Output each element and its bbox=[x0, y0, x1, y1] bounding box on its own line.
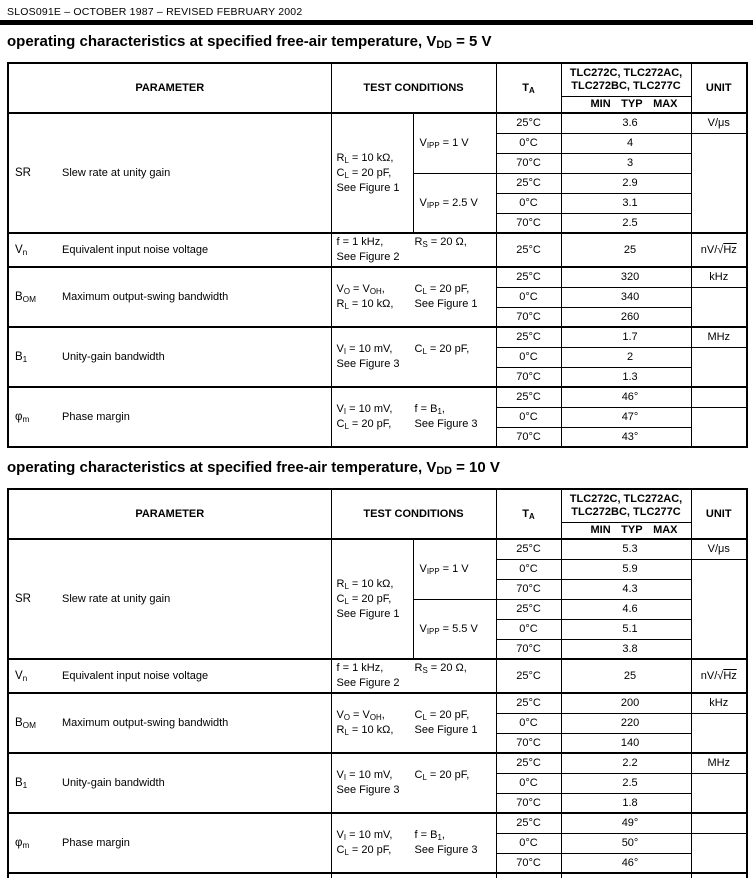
typ-value-cell: 260 bbox=[561, 307, 691, 327]
col-header-parameter: PARAMETER bbox=[8, 63, 331, 113]
parameter-content bbox=[9, 167, 331, 179]
parameter-symbol: $B_{OM}$ bbox=[15, 291, 36, 304]
parameter-name: Maximum output-swing bandwidth bbox=[62, 717, 229, 729]
parameter-cell bbox=[8, 659, 331, 693]
temperature-cell: 0°C bbox=[496, 133, 561, 153]
test-conditions-cell bbox=[331, 753, 496, 813]
temperature-cell: 25°C bbox=[496, 599, 561, 619]
unit-cell bbox=[691, 813, 747, 833]
typ-value-cell: 3.8 bbox=[561, 639, 691, 659]
parameter-symbol: SR bbox=[15, 167, 31, 179]
vipp-condition-cell: $V_{IPP} = 1$ V bbox=[413, 539, 496, 599]
parameter-symbol: SR bbox=[15, 593, 31, 605]
col-subheader-min-typ-max bbox=[561, 96, 691, 113]
parameter-symbol: $B_1$ bbox=[15, 777, 28, 790]
typ-value-cell: 2.5 bbox=[561, 213, 691, 233]
unit-cell: nV/√Hz bbox=[691, 233, 747, 267]
temperature-cell: 70°C bbox=[496, 733, 561, 753]
typ-value-cell: 3 bbox=[561, 153, 691, 173]
condition-column: $R_S = 20$ Ω, bbox=[414, 236, 467, 249]
vipp-condition-cell: $V_{IPP} = 5.5$ V bbox=[413, 599, 496, 659]
parameter-symbol: $B_1$ bbox=[15, 351, 28, 364]
characteristics-table-vdd5 bbox=[7, 62, 748, 448]
typ-value-cell: 4.6 bbox=[561, 599, 691, 619]
typ-value-cell: 1.3 bbox=[561, 367, 691, 387]
temperature-cell: 25°C bbox=[496, 693, 561, 713]
col-header-unit: UNIT bbox=[691, 63, 747, 113]
test-conditions-cell bbox=[331, 327, 496, 387]
temperature-cell: 70°C bbox=[496, 307, 561, 327]
condition-column: $V_I = 10$ mV, $C_L = 20$ pF, bbox=[336, 403, 393, 431]
condition-column: $V_O = V_{OH}$, $R_L = 10$ kΩ, bbox=[336, 283, 394, 311]
temperature-cell bbox=[496, 873, 561, 878]
parameter-content bbox=[9, 593, 331, 605]
min-typ-max-row bbox=[562, 98, 691, 111]
test-conditions-columns bbox=[332, 235, 496, 265]
temperature-cell: 70°C bbox=[496, 367, 561, 387]
max-label: MAX bbox=[653, 523, 678, 536]
col-header-test-conditions: TEST CONDITIONS bbox=[331, 489, 496, 539]
temperature-cell: 25°C bbox=[496, 173, 561, 193]
test-conditions-columns bbox=[332, 828, 496, 858]
condition-column: $V_I = 10$ mV, See Figure 3 bbox=[336, 769, 400, 796]
temperature-cell: 70°C bbox=[496, 427, 561, 447]
typ-value-cell: 49° bbox=[561, 813, 691, 833]
test-conditions-cell bbox=[331, 387, 496, 447]
col-header-test-conditions: TEST CONDITIONS bbox=[331, 63, 496, 113]
typ-value-cell: 3.1 bbox=[561, 193, 691, 213]
parameter-name: Equivalent input noise voltage bbox=[62, 244, 209, 256]
test-conditions-columns bbox=[332, 661, 496, 691]
parameter-cell bbox=[8, 387, 331, 447]
parameter-name: Slew rate at unity gain bbox=[62, 167, 171, 179]
min-typ-max-row bbox=[562, 524, 691, 537]
typ-value-cell: 3.6 bbox=[561, 113, 691, 133]
test-conditions-cell: $R_L = 10$ kΩ, $C_L = 20$ pF, See Figure 1 bbox=[331, 113, 413, 233]
parameter-symbol: $\varphi_m$ bbox=[15, 411, 30, 424]
typ-value-cell: 2.2 bbox=[561, 753, 691, 773]
unit-cell: kHz bbox=[691, 693, 747, 713]
temperature-cell: 25°C bbox=[496, 753, 561, 773]
test-conditions-columns bbox=[332, 402, 496, 432]
parameter-name: Unity-gain bandwidth bbox=[62, 351, 165, 363]
temperature-cell: 0°C bbox=[496, 773, 561, 793]
typ-value-cell: 46° bbox=[561, 387, 691, 407]
temperature-cell: 0°C bbox=[496, 619, 561, 639]
test-conditions-columns bbox=[332, 282, 496, 312]
col-header-device-types: TLC272C, TLC272AC, TLC272BC, TLC277C bbox=[561, 489, 691, 522]
parameter-name: Equivalent input noise voltage bbox=[62, 670, 209, 682]
table-row bbox=[8, 113, 747, 133]
typ-value-cell: 47° bbox=[561, 407, 691, 427]
parameter-cell bbox=[8, 327, 331, 387]
table-row bbox=[8, 659, 747, 693]
parameter-cell bbox=[8, 539, 331, 659]
col-subheader-min-typ-max bbox=[561, 522, 691, 539]
parameter-name: Unity-gain bandwidth bbox=[62, 777, 165, 789]
table-row bbox=[8, 693, 747, 713]
test-conditions-cell: $R_L = 10$ kΩ, $C_L = 20$ pF, See Figure 1 bbox=[331, 539, 413, 659]
parameter-cell bbox=[8, 873, 331, 878]
section-title-vdd10: operating characteristics at specified free-air temperature, $V_{DD} = 10$ V bbox=[7, 459, 500, 477]
temperature-cell: 0°C bbox=[496, 193, 561, 213]
typ-value-cell: 340 bbox=[561, 287, 691, 307]
table-row bbox=[8, 387, 747, 407]
typ-value-cell: 50° bbox=[561, 833, 691, 853]
test-conditions-columns bbox=[332, 708, 496, 738]
parameter-content bbox=[9, 777, 331, 789]
typ-value-cell: 2 bbox=[561, 347, 691, 367]
max-label: MAX bbox=[653, 97, 678, 110]
test-conditions-cell bbox=[331, 813, 496, 873]
parameter-cell bbox=[8, 233, 331, 267]
typ-value-cell: 46° bbox=[561, 853, 691, 873]
parameter-content bbox=[9, 837, 331, 849]
parameter-cell bbox=[8, 693, 331, 753]
temperature-cell: 25°C bbox=[496, 659, 561, 693]
test-conditions-cell bbox=[331, 659, 496, 693]
temperature-cell: 25°C bbox=[496, 113, 561, 133]
typ-value-cell: 43° bbox=[561, 427, 691, 447]
parameter-content bbox=[9, 717, 331, 729]
table-row bbox=[8, 233, 747, 267]
unit-cell: V/μs bbox=[691, 113, 747, 133]
parameter-name: Phase margin bbox=[62, 837, 130, 849]
temperature-cell: 0°C bbox=[496, 559, 561, 579]
condition-column: $C_L = 20$ pF, See Figure 1 bbox=[414, 283, 478, 310]
condition-column: f = 1 kHz, See Figure 2 bbox=[336, 662, 400, 689]
condition-column: $V_I = 10$ mV, $C_L = 20$ pF, bbox=[336, 829, 393, 857]
condition-column: $f = B_1$, See Figure 3 bbox=[414, 403, 478, 430]
parameter-symbol: $V_n$ bbox=[15, 670, 28, 683]
temperature-cell: 0°C bbox=[496, 407, 561, 427]
typ-label: TYP bbox=[621, 523, 643, 536]
condition-column: $f = B_1$, See Figure 3 bbox=[414, 829, 478, 856]
test-conditions-cell bbox=[331, 693, 496, 753]
condition-column: $V_O = V_{OH}$, $R_L = 10$ kΩ, bbox=[336, 709, 394, 737]
parameter-content bbox=[9, 411, 331, 423]
typ-value-cell: 2.5 bbox=[561, 773, 691, 793]
test-conditions-columns bbox=[332, 342, 496, 372]
parameter-content bbox=[9, 291, 331, 303]
unit-cell: MHz bbox=[691, 327, 747, 347]
parameter-name: Phase margin bbox=[62, 411, 130, 423]
operating-characteristics-table bbox=[7, 62, 748, 448]
condition-column: $C_L = 20$ pF, bbox=[414, 769, 470, 782]
parameter-cell bbox=[8, 813, 331, 873]
temperature-cell: 0°C bbox=[496, 347, 561, 367]
header-rule bbox=[0, 20, 753, 25]
typ-label: TYP bbox=[621, 97, 643, 110]
condition-column: $R_S = 20$ Ω, bbox=[414, 662, 467, 675]
parameter-content bbox=[9, 244, 331, 256]
test-conditions-cell bbox=[331, 233, 496, 267]
temperature-cell: 0°C bbox=[496, 287, 561, 307]
col-header-unit: UNIT bbox=[691, 489, 747, 539]
condition-column: $V_I = 10$ mV, See Figure 3 bbox=[336, 343, 400, 370]
typ-value-cell: 1.7 bbox=[561, 327, 691, 347]
typ-value-cell: 5.3 bbox=[561, 539, 691, 559]
temperature-cell: 25°C bbox=[496, 233, 561, 267]
document-number: SLOS091E – OCTOBER 1987 – REVISED FEBRUARY 2002 bbox=[7, 6, 303, 18]
temperature-cell: 25°C bbox=[496, 539, 561, 559]
operating-characteristics-table bbox=[7, 488, 748, 878]
test-conditions-cell bbox=[331, 267, 496, 327]
temperature-cell: 0°C bbox=[496, 713, 561, 733]
table-row bbox=[8, 539, 747, 559]
table-row bbox=[8, 267, 747, 287]
typ-value-cell: 220 bbox=[561, 713, 691, 733]
parameter-cell bbox=[8, 267, 331, 327]
typ-value-cell bbox=[561, 873, 691, 878]
unit-cell bbox=[691, 873, 747, 878]
col-header-ta: $T_A$ bbox=[496, 489, 561, 539]
temperature-cell: 70°C bbox=[496, 579, 561, 599]
parameter-symbol: $V_n$ bbox=[15, 244, 28, 257]
condition-column: $C_L = 20$ pF, See Figure 1 bbox=[414, 709, 478, 736]
typ-value-cell: 1.8 bbox=[561, 793, 691, 813]
parameter-content bbox=[9, 670, 331, 682]
table-row bbox=[8, 327, 747, 347]
section-title-vdd5: operating characteristics at specified free-air temperature, $V_{DD} = 5$ V bbox=[7, 33, 492, 51]
col-header-parameter: PARAMETER bbox=[8, 489, 331, 539]
min-label: MIN bbox=[590, 97, 611, 110]
parameter-symbol: $\varphi_m$ bbox=[15, 837, 30, 850]
vipp-condition-cell: $V_{IPP} = 2.5$ V bbox=[413, 173, 496, 233]
min-label: MIN bbox=[590, 523, 611, 536]
parameter-symbol: $B_{OM}$ bbox=[15, 717, 36, 730]
unit-cell: kHz bbox=[691, 267, 747, 287]
temperature-cell: 70°C bbox=[496, 639, 561, 659]
temperature-cell: 70°C bbox=[496, 153, 561, 173]
temperature-cell: 25°C bbox=[496, 813, 561, 833]
test-conditions-cell bbox=[331, 873, 496, 878]
condition-column: $C_L = 20$ pF, bbox=[414, 343, 470, 356]
vipp-condition-cell: $V_{IPP} = 1$ V bbox=[413, 113, 496, 173]
temperature-cell: 25°C bbox=[496, 327, 561, 347]
parameter-name: Maximum output-swing bandwidth bbox=[62, 291, 229, 303]
unit-cell: nV/√Hz bbox=[691, 659, 747, 693]
typ-value-cell: 25 bbox=[561, 659, 691, 693]
typ-value-cell: 4.3 bbox=[561, 579, 691, 599]
temperature-cell: 25°C bbox=[496, 267, 561, 287]
temperature-cell: 70°C bbox=[496, 793, 561, 813]
col-header-ta: $T_A$ bbox=[496, 63, 561, 113]
typ-value-cell: 140 bbox=[561, 733, 691, 753]
unit-cell: MHz bbox=[691, 753, 747, 773]
characteristics-table-vdd10 bbox=[7, 488, 748, 878]
temperature-cell: 70°C bbox=[496, 213, 561, 233]
temperature-cell: 25°C bbox=[496, 387, 561, 407]
unit-cell: V/μs bbox=[691, 539, 747, 559]
typ-value-cell: 320 bbox=[561, 267, 691, 287]
table-row-cutoff bbox=[8, 873, 747, 878]
temperature-cell: 70°C bbox=[496, 853, 561, 873]
parameter-cell bbox=[8, 113, 331, 233]
typ-value-cell: 5.9 bbox=[561, 559, 691, 579]
typ-value-cell: 5.1 bbox=[561, 619, 691, 639]
typ-value-cell: 200 bbox=[561, 693, 691, 713]
typ-value-cell: 2.9 bbox=[561, 173, 691, 193]
condition-column: f = 1 kHz, See Figure 2 bbox=[336, 236, 400, 263]
temperature-cell: 0°C bbox=[496, 833, 561, 853]
table-row bbox=[8, 753, 747, 773]
test-conditions-columns bbox=[332, 768, 496, 798]
table-row bbox=[8, 813, 747, 833]
parameter-cell bbox=[8, 753, 331, 813]
typ-value-cell: 4 bbox=[561, 133, 691, 153]
typ-value-cell: 25 bbox=[561, 233, 691, 267]
col-header-device-types: TLC272C, TLC272AC, TLC272BC, TLC277C bbox=[561, 63, 691, 96]
parameter-name: Slew rate at unity gain bbox=[62, 593, 171, 605]
parameter-content bbox=[9, 351, 331, 363]
unit-cell bbox=[691, 387, 747, 407]
